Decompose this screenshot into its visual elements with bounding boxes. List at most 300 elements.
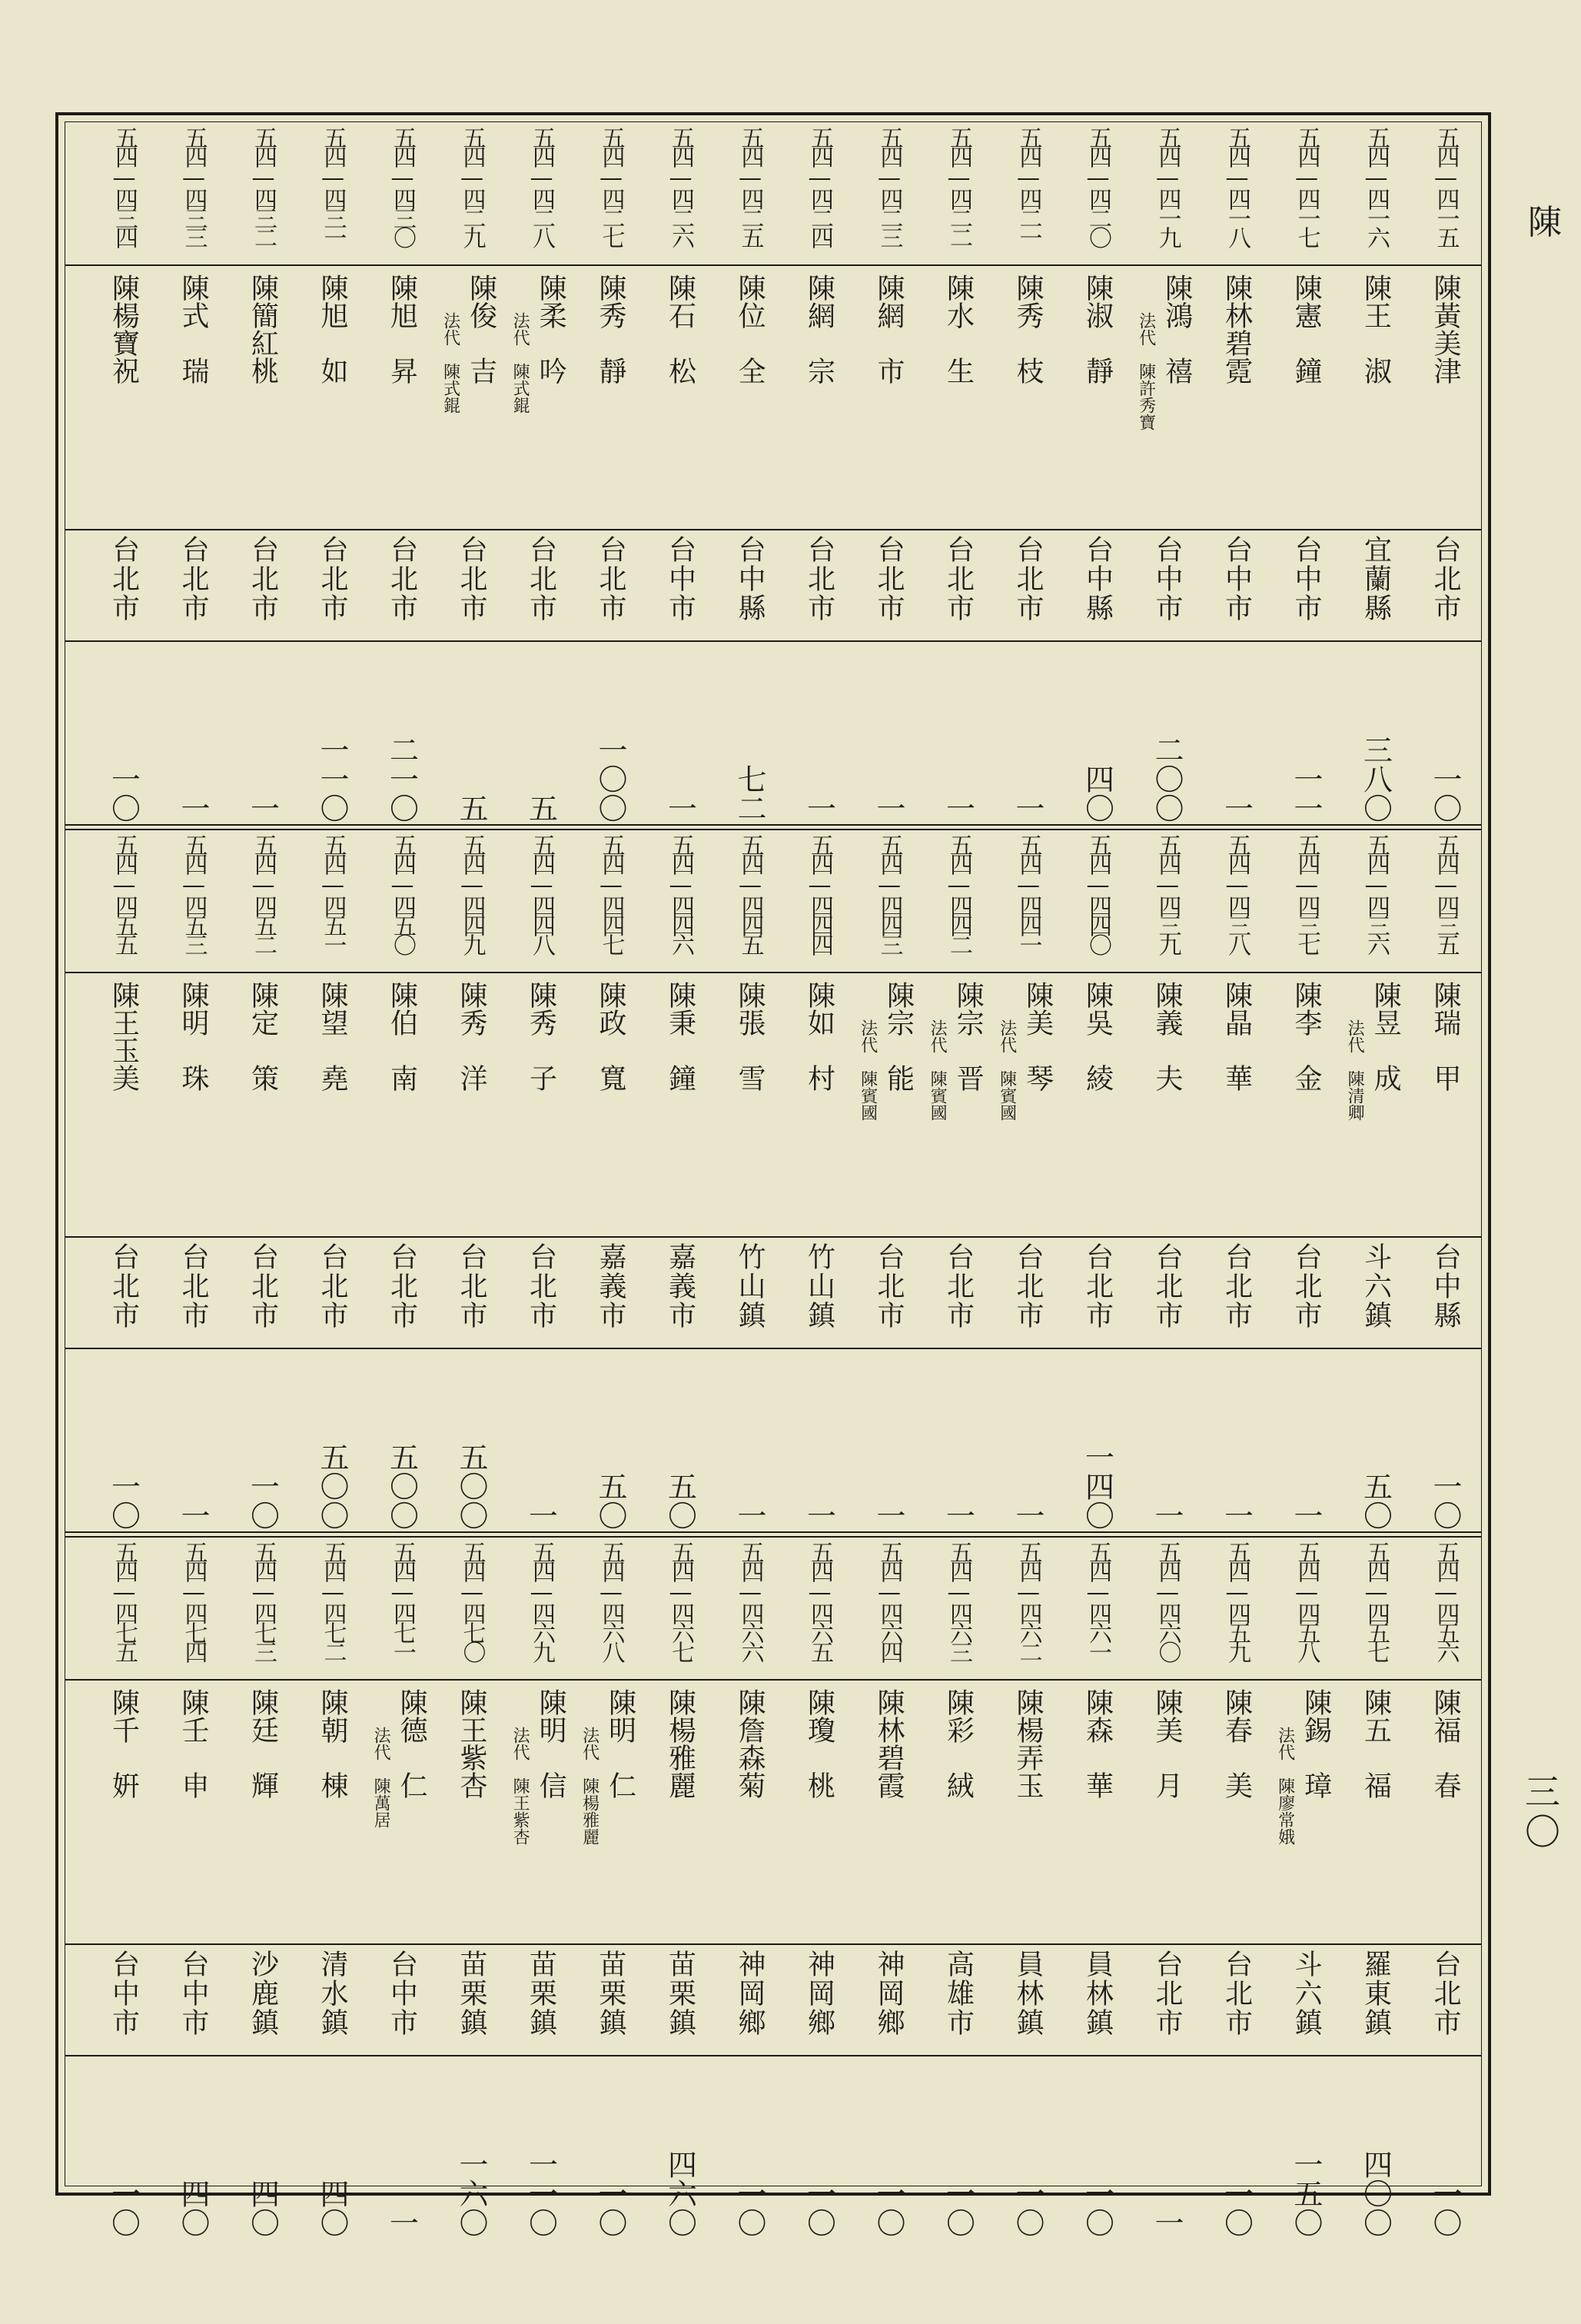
- table-row: [1411, 829, 1480, 1533]
- entry-name: 陳政 寬: [595, 981, 626, 1092]
- entry-amount: 四〇: [315, 2179, 349, 2237]
- entry-number-cell: [855, 121, 924, 264]
- entry-amount: 一〇: [106, 2179, 141, 2237]
- entry-number-cell: [1341, 121, 1410, 264]
- entry-place-cell: [437, 1943, 507, 2055]
- entry-number: 五四—四二〇: [1084, 126, 1111, 245]
- entry-amount-cell: [89, 640, 158, 826]
- entry-name-cell: [298, 264, 367, 529]
- entry-place-cell: [1411, 1236, 1480, 1348]
- entry-name-cell: [228, 1679, 297, 1943]
- table-row: [298, 829, 367, 1533]
- entry-place: 台北市: [942, 535, 975, 623]
- entry-place: 台北市: [1430, 535, 1461, 623]
- entry-number-cell: [994, 1536, 1063, 1679]
- entry-number: 五四—四二三: [875, 126, 903, 245]
- entry-place: 神岡鄉: [803, 1950, 835, 2037]
- entry-place: 苗栗鎮: [456, 1950, 487, 2037]
- entry-place: 台北市: [317, 1242, 348, 1330]
- entry-place: 台北市: [1151, 1242, 1183, 1330]
- entry-number: 五四—四六八: [597, 1541, 625, 1660]
- entry-place: 台北市: [456, 1242, 487, 1330]
- entry-place: 台北市: [873, 535, 905, 623]
- entry-name-cell: [994, 1679, 1063, 1943]
- entry-place: 台中市: [1151, 535, 1183, 623]
- row-rule: [65, 1236, 1482, 1238]
- entry-name-cell: [1133, 972, 1202, 1236]
- entry-amount-cell: [367, 2055, 437, 2240]
- entry-name: 陳春 美: [1221, 1688, 1253, 1799]
- entry-name-cell: [855, 1679, 924, 1943]
- entry-name: 陳柔 吟: [535, 274, 567, 384]
- legal-representative-note: 法代 陳清卿: [1345, 1019, 1365, 1121]
- entry-place: 台北市: [456, 535, 487, 623]
- entry-amount-cell: [1202, 1348, 1271, 1533]
- entry-name-cell: [716, 264, 785, 529]
- entry-name-cell: [646, 972, 715, 1236]
- entry-name-cell: [437, 972, 507, 1236]
- entry-amount-cell: [159, 640, 228, 826]
- entry-number: 五四—四七二: [319, 1541, 347, 1660]
- table-row: [1063, 829, 1132, 1533]
- table-row: [437, 121, 507, 826]
- entry-amount: 一: [1150, 1501, 1184, 1530]
- entry-name-cell: [367, 972, 437, 1236]
- entry-place-cell: [367, 1943, 437, 2055]
- entry-amount: 一〇: [1428, 2179, 1462, 2237]
- entry-number: 五四—四三四: [111, 126, 138, 245]
- side-title: 陳: [1528, 203, 1562, 242]
- entry-name: 陳黃美津: [1430, 274, 1461, 384]
- block-rule: [65, 829, 1482, 830]
- entry-place-cell: [228, 1943, 297, 2055]
- entry-name: 陳明 信: [535, 1688, 567, 1799]
- entry-amount: 一: [802, 1501, 836, 1530]
- entry-name-cell: [1133, 1679, 1202, 1943]
- entry-name: 陳宗 晋: [952, 981, 985, 1092]
- entry-amount-cell: [1063, 1348, 1132, 1533]
- entry-number: 五四—四七〇: [458, 1541, 486, 1660]
- entry-place-cell: [228, 529, 297, 640]
- entry-name-cell: [785, 972, 854, 1236]
- entry-amount: 一五〇: [1289, 2149, 1323, 2237]
- entry-amount: 四六〇: [663, 2149, 697, 2237]
- entry-amount-cell: [1341, 2055, 1410, 2240]
- entry-place: 台北市: [1012, 535, 1044, 623]
- entry-place-cell: [1063, 1943, 1132, 2055]
- table-row: [924, 829, 993, 1533]
- entry-amount: 四〇: [1080, 764, 1114, 823]
- entry-amount: 五: [454, 793, 488, 823]
- table-row: [646, 1536, 715, 2240]
- entry-amount-cell: [924, 640, 993, 826]
- entry-amount-cell: [576, 2055, 646, 2240]
- entry-amount-cell: [924, 2055, 993, 2240]
- row-rule: [65, 1679, 1482, 1681]
- entry-name-cell: [1063, 264, 1132, 529]
- entry-place: 台北市: [247, 1242, 279, 1330]
- entry-number-cell: [89, 121, 158, 264]
- entry-name: 陳網 市: [873, 274, 905, 384]
- entry-amount-cell: [437, 1348, 507, 1533]
- table-row: [159, 1536, 228, 2240]
- entry-number-cell: [1411, 121, 1480, 264]
- entry-place-cell: [367, 1236, 437, 1348]
- entry-amount-cell: [785, 640, 854, 826]
- entry-amount-cell: [159, 2055, 228, 2240]
- entry-place: 台北市: [386, 1242, 418, 1330]
- entry-number: 五四—四三五: [1432, 833, 1460, 953]
- entry-name-cell: [1411, 264, 1480, 529]
- entry-number: 五四—四五二: [250, 833, 277, 953]
- entry-amount: 一〇: [1219, 2179, 1254, 2237]
- entry-name-cell: [298, 1679, 367, 1943]
- entry-amount: 一: [176, 793, 210, 823]
- table-row: [1063, 121, 1132, 826]
- entry-name: 陳秀 子: [525, 981, 557, 1092]
- entry-name-cell: [159, 264, 228, 529]
- entry-place-cell: [437, 1236, 507, 1348]
- table-row: [1341, 829, 1410, 1533]
- entry-number: 五四—四三二: [250, 126, 277, 245]
- entry-amount: 五〇〇: [454, 1442, 488, 1530]
- entry-name-cell: [367, 1679, 437, 1943]
- entry-name-cell: [89, 972, 158, 1236]
- entry-name: 陳彩 絨: [942, 1688, 975, 1799]
- entry-place: 宜蘭縣: [1360, 535, 1392, 623]
- entry-name-cell: [785, 264, 854, 529]
- entry-number: 五四—四五〇: [389, 833, 416, 953]
- entry-place-cell: [89, 529, 158, 640]
- entry-place-cell: [507, 1943, 576, 2055]
- entry-number: 五四—四三六: [1363, 833, 1390, 953]
- entry-number-cell: [1272, 1536, 1341, 1679]
- entry-number-cell: [1411, 1536, 1480, 1679]
- entry-number-cell: [924, 121, 993, 264]
- entry-amount-cell: [576, 1348, 646, 1533]
- entry-number: 五四—四六九: [528, 1541, 555, 1660]
- entry-number-cell: [1272, 121, 1341, 264]
- entry-name-cell: [1341, 264, 1410, 529]
- entry-name-cell: [1272, 972, 1341, 1236]
- entry-name-cell: [367, 264, 437, 529]
- entry-name: 陳昱 成: [1370, 981, 1402, 1092]
- entry-number-cell: [1133, 829, 1202, 972]
- entry-place: 竹山鎮: [734, 1242, 766, 1330]
- table-row: [646, 121, 715, 826]
- entry-name: 陳如 村: [803, 981, 835, 1092]
- entry-number-cell: [159, 121, 228, 264]
- entry-number-cell: [576, 1536, 646, 1679]
- entry-amount-cell: [716, 1348, 785, 1533]
- entry-name-cell: [924, 1679, 993, 1943]
- entry-number: 五四—四三〇: [389, 126, 416, 245]
- entry-name: 陳張 雪: [734, 981, 766, 1092]
- entry-place-cell: [1411, 529, 1480, 640]
- entry-place: 台北市: [525, 535, 557, 623]
- table-block: [65, 121, 1482, 826]
- entry-name: 陳伯 南: [386, 981, 418, 1092]
- table-row: [89, 121, 158, 826]
- entry-place-cell: [924, 1236, 993, 1348]
- entry-amount: 四〇: [245, 2179, 280, 2237]
- legal-representative-note: 法代 陳王紫杏: [510, 1727, 530, 1845]
- row-rule: [65, 972, 1482, 973]
- table-row: [298, 121, 367, 826]
- entry-name: 陳秀 洋: [456, 981, 487, 1092]
- entry-place: 台北市: [108, 535, 140, 623]
- table-row: [228, 1536, 297, 2240]
- entry-place-cell: [646, 529, 715, 640]
- entry-amount: 一〇: [593, 2179, 627, 2237]
- entry-number: 五四—四六三: [945, 1541, 972, 1660]
- entry-amount: 二〇〇: [1150, 735, 1184, 823]
- entry-number: 五四—四三三: [180, 126, 208, 245]
- entry-number-cell: [159, 829, 228, 972]
- entry-place-cell: [1341, 1236, 1410, 1348]
- entry-amount: 四〇: [176, 2179, 210, 2237]
- entry-name: 陳晶 華: [1221, 981, 1253, 1092]
- entry-amount: 五〇: [663, 1471, 697, 1530]
- entry-name-cell: [855, 972, 924, 1236]
- entry-place: 台北市: [525, 1242, 557, 1330]
- entry-number: 五四—四六四: [875, 1541, 903, 1660]
- entry-amount-cell: [994, 1348, 1063, 1533]
- entry-number-cell: [298, 1536, 367, 1679]
- entry-name: 陳秀 枝: [1012, 274, 1044, 384]
- entry-place-cell: [785, 529, 854, 640]
- table-row: [924, 121, 993, 826]
- entry-amount-cell: [855, 2055, 924, 2240]
- entry-amount: 一: [732, 1501, 766, 1530]
- entry-place: 神岡鄉: [873, 1950, 905, 2037]
- entry-name: 陳秀 靜: [595, 274, 626, 384]
- entry-amount-cell: [1202, 2055, 1271, 2240]
- entry-number-cell: [716, 1536, 785, 1679]
- entry-amount-cell: [507, 1348, 576, 1533]
- entry-number: 五四—四六〇: [1154, 1541, 1181, 1660]
- entry-number: 五四—四四九: [458, 833, 486, 953]
- table-row: [1272, 1536, 1341, 2240]
- entry-number: 五四—四四五: [736, 833, 764, 953]
- entry-number-cell: [855, 829, 924, 972]
- entry-place: 高雄市: [942, 1950, 975, 2037]
- entry-name: 陳林碧霓: [1221, 274, 1253, 384]
- entry-number: 五四—四七三: [250, 1541, 277, 1660]
- entry-name-cell: [1063, 1679, 1132, 1943]
- entry-name-cell: [1411, 1679, 1480, 1943]
- row-rule: [65, 529, 1482, 530]
- entry-amount: 一一〇: [315, 735, 349, 823]
- entry-amount-cell: [228, 2055, 297, 2240]
- table-row: [228, 121, 297, 826]
- entry-name: 陳楊弄玉: [1012, 1688, 1044, 1799]
- entry-number-cell: [1133, 1536, 1202, 1679]
- entry-number-cell: [1063, 121, 1132, 264]
- entry-name: 陳鴻 禧: [1161, 274, 1193, 384]
- entry-amount-cell: [437, 2055, 507, 2240]
- entry-name-cell: [785, 1679, 854, 1943]
- entry-name: 陳瑞 甲: [1430, 981, 1461, 1092]
- entry-number: 五四—四一六: [1363, 126, 1390, 245]
- entry-place-cell: [1202, 1943, 1271, 2055]
- entry-number: 五四—四三八: [1224, 833, 1251, 953]
- table-row: [298, 1536, 367, 2240]
- entry-amount: 一: [523, 1501, 558, 1530]
- entry-number: 五四—四四七: [597, 833, 625, 953]
- table-row: [1133, 1536, 1202, 2240]
- block-rule: [65, 1531, 1482, 1533]
- entry-amount: 一: [384, 2208, 419, 2237]
- entry-number: 五四—四五三: [180, 833, 208, 953]
- entry-amount-cell: [298, 1348, 367, 1533]
- entry-place-cell: [1133, 1943, 1202, 2055]
- entry-number: 五四—四一八: [1224, 126, 1251, 245]
- entry-place-cell: [716, 529, 785, 640]
- entry-number: 五四—四四三: [875, 833, 903, 953]
- legal-representative-note: 法代 陳萬居: [371, 1727, 391, 1828]
- entry-amount: 一: [941, 1501, 975, 1530]
- entry-number-cell: [924, 1536, 993, 1679]
- entry-name: 陳美 月: [1151, 1688, 1183, 1799]
- entry-name-cell: [576, 1679, 646, 1943]
- entry-amount: 一: [872, 793, 905, 823]
- row-rule: [65, 1348, 1482, 1349]
- entry-number: 五四—四二二: [945, 126, 972, 245]
- entry-place-cell: [298, 1236, 367, 1348]
- entry-place-cell: [646, 1943, 715, 2055]
- entry-number: 五四—四五七: [1363, 1541, 1390, 1660]
- entry-number-cell: [576, 829, 646, 972]
- entry-name: 陳錫 璋: [1300, 1688, 1332, 1799]
- entry-number: 五四—四四八: [528, 833, 555, 953]
- entry-place-cell: [1341, 1943, 1410, 2055]
- entry-place-cell: [785, 1943, 854, 2055]
- entry-name-cell: [1202, 264, 1271, 529]
- entry-amount-cell: [576, 640, 646, 826]
- entry-place: 台中縣: [734, 535, 766, 623]
- entry-amount-cell: [1341, 1348, 1410, 1533]
- entry-amount-cell: [785, 2055, 854, 2240]
- entry-number-cell: [298, 829, 367, 972]
- entry-name-cell: [716, 972, 785, 1236]
- entry-name-cell: [646, 1679, 715, 1943]
- entry-number-cell: [1202, 1536, 1271, 1679]
- entry-place: 台中市: [108, 1950, 140, 2037]
- table-row: [1341, 121, 1410, 826]
- entry-amount: 一〇: [1011, 2179, 1045, 2237]
- entry-place-cell: [298, 529, 367, 640]
- block-rule: [65, 1536, 1482, 1538]
- entry-name-cell: [89, 1679, 158, 1943]
- entry-place-cell: [159, 529, 228, 640]
- entry-amount: 一〇: [106, 1471, 141, 1530]
- entry-name-cell: [924, 264, 993, 529]
- entry-name-cell: [507, 264, 576, 529]
- entry-name-cell: [228, 264, 297, 529]
- table-row: [785, 121, 854, 826]
- entry-number: 五四—四七四: [180, 1541, 208, 1660]
- entry-amount: 一〇: [941, 2179, 975, 2237]
- entry-place: 苗栗鎮: [525, 1950, 557, 2037]
- entry-number-cell: [646, 121, 715, 264]
- entry-name: 陳望 堯: [317, 981, 348, 1092]
- entry-place-cell: [89, 1236, 158, 1348]
- entry-number-cell: [994, 121, 1063, 264]
- entry-number: 五四—四三一: [319, 126, 347, 245]
- table-row: [507, 1536, 576, 2240]
- legal-representative-note: 法代 陳式錕: [440, 312, 460, 414]
- entry-name: 陳俊 吉: [465, 274, 497, 384]
- entry-amount-cell: [228, 640, 297, 826]
- legal-representative-note: 法代 陳楊雅麗: [580, 1727, 600, 1845]
- entry-amount-cell: [1272, 1348, 1341, 1533]
- entry-place: 台中市: [1221, 535, 1253, 623]
- entry-amount-cell: [1063, 2055, 1132, 2240]
- entry-name: 陳憲 鐘: [1290, 274, 1322, 384]
- entry-place-cell: [507, 529, 576, 640]
- entry-number-cell: [716, 829, 785, 972]
- entry-number-cell: [437, 121, 507, 264]
- entry-place: 台北市: [803, 535, 835, 623]
- entry-number-cell: [1341, 829, 1410, 972]
- entry-number: 五四—四五五: [111, 833, 138, 953]
- entry-number: 五四—四六五: [806, 1541, 833, 1660]
- entry-name: 陳簡紅桃: [247, 274, 279, 384]
- table-row: [646, 829, 715, 1533]
- entry-name: 陳楊寶祝: [108, 274, 140, 384]
- entry-number: 五四—四四〇: [1084, 833, 1111, 953]
- entry-place: 台北市: [942, 1242, 975, 1330]
- entry-amount: 一: [1289, 1501, 1323, 1530]
- table-row: [159, 829, 228, 1533]
- table-row: [507, 121, 576, 826]
- entry-number: 五四—四一七: [1293, 126, 1320, 245]
- entry-amount-cell: [159, 1348, 228, 1533]
- entry-place: 斗六鎮: [1360, 1242, 1392, 1330]
- table-row: [1341, 1536, 1410, 2240]
- table-row: [994, 121, 1063, 826]
- table-row: [576, 829, 646, 1533]
- entry-place: 沙鹿鎮: [247, 1950, 279, 2037]
- entry-amount: 一四〇: [1080, 1442, 1114, 1530]
- entry-number-cell: [228, 1536, 297, 1679]
- entry-name: 陳壬 申: [178, 1688, 209, 1799]
- entry-amount: 一: [1150, 2208, 1184, 2237]
- entry-name: 陳水 生: [942, 274, 975, 384]
- entry-number: 五四—四二四: [806, 126, 833, 245]
- entry-name: 陳美 琴: [1021, 981, 1054, 1092]
- table-row: [576, 121, 646, 826]
- entry-place: 台中市: [178, 1950, 209, 2037]
- entry-place: 員林鎮: [1012, 1950, 1044, 2037]
- table-row: [1411, 1536, 1480, 2240]
- table-row: [785, 1536, 854, 2240]
- entry-name: 陳王紫杏: [456, 1688, 487, 1799]
- entry-place-cell: [1411, 1943, 1480, 2055]
- entry-amount: 一: [1219, 1501, 1254, 1530]
- entry-name: 陳楊雅麗: [664, 1688, 696, 1799]
- entry-name-cell: [576, 972, 646, 1236]
- entry-amount-cell: [646, 1348, 715, 1533]
- entry-name-cell: [507, 1679, 576, 1943]
- entry-name: 陳王 淑: [1360, 274, 1392, 384]
- entry-name-cell: [1063, 972, 1132, 1236]
- entry-amount-cell: [507, 640, 576, 826]
- entry-amount: 一: [1011, 1501, 1045, 1530]
- legal-representative-note: 法代 陳賓國: [997, 1019, 1017, 1121]
- entry-name-cell: [1411, 972, 1480, 1236]
